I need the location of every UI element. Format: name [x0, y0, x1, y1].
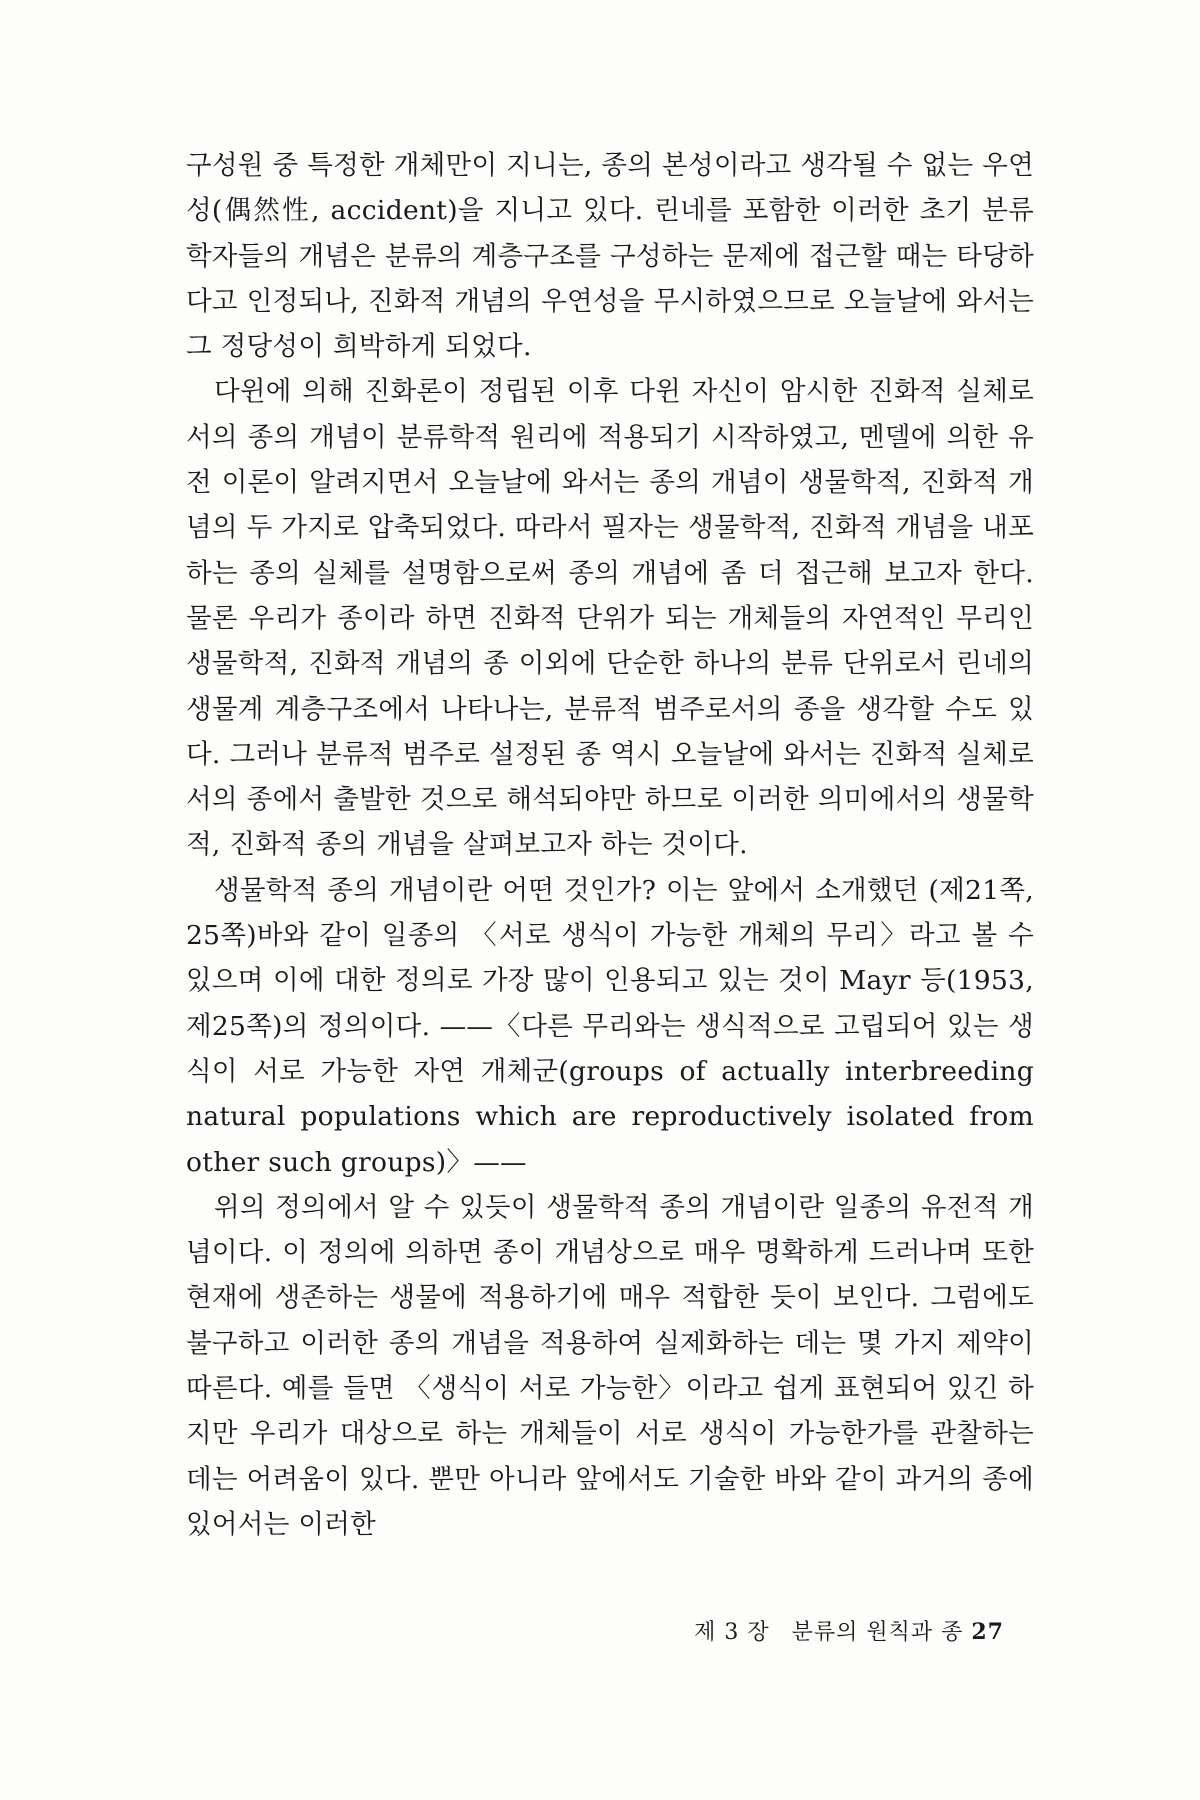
paragraph-2: 다윈에 의해 진화론이 정립된 이후 다윈 자신이 암시한 진화적 실체로서의 종의 개념이 분류학적 원리에 적용되기 시작하였고, 멘델에 의한 유전 이론이 알려지면서 오늘날에 와서는 종의 개념이 생물학적, 진화적 개념의 두 가지로 압축되었다. 따라서 필자는 생물학적, 진화적 개념을 내포하는 종의 실체를 설명함으로써 종의 개념에 좀 더 접근해 보고자 한다. 물론 우리가 종이라 하면 진화적 단위가 되는 개체들의 자연적인 무리인 생물학적, 진화적 개념의 종 이외에 단순한 하나의 분류 단위로서 린네의 생물계 계층구조에서 나타나는, 분류적 범주로서의 종을 생각할 수도 있다. 그러나 분류적 범주로 설정된 종 역시 오늘날에 와서는 진화적 실체로서의 종에서 출발한 것으로 해석되야만 하므로 이러한 의미에서의 생물학적, 진화적 종의 개념을 살펴보고자 하는 것이다.: [186, 376, 1034, 861]
page-number: 27: [971, 1619, 1004, 1645]
paragraph-4: 위의 정의에서 알 수 있듯이 생물학적 종의 개념이란 일종의 유전적 개념이다. 이 정의에 의하면 종이 개념상으로 매우 명확하게 드러나며 또한 현재에 생존하는 생물에 적용하기에 매우 적합한 듯이 보인다. 그럼에도 불구하고 이러한 종의 개념을 적용하여 실제화하는 데는 몇 가지 제약이 따른다. 예를 들면 〈생식이 서로 가능한〉이라고 쉽게 표현되어 있긴 하지만 우리가 대상으로 하는 개체들이 서로 생식이 가능한가를 관찰하는 데는 어려움이 있다. 뿐만 아니라 앞에서도 기술한 바와 같이 과거의 종에 있어서는 이러한: [186, 1191, 1034, 1540]
paragraph-3: 생물학적 종의 개념이란 어떤 것인가? 이는 앞에서 소개했던 (제21쪽, 25쪽)바와 같이 일종의 〈서로 생식이 가능한 개체의 무리〉라고 볼 수 있으며 이에 대한 정의로 가장 많이 인용되고 있는 것이 Mayr 등(1953, 제25쪽)의 정의이다. ——〈다른 무리와는 생식적으로 고립되어 있는 생식이 서로 가능한 자연 개체군(groups of actually interbreeding natural populations which are reproductively isolated from other such groups)〉——: [186, 874, 1034, 1178]
footer-title: 분류의 원칙과 종: [791, 1620, 964, 1645]
page-footer: [694, 1615, 1004, 1646]
body-text: [186, 143, 1034, 1547]
paragraph-1: 구성원 중 특정한 개체만이 지니는, 종의 본성이라고 생각될 수 없는 우연성(偶然性, accident)을 지니고 있다. 린네를 포함한 이러한 초기 분류 학자들의 개념은 분류의 계층구조를 구성하는 문제에 접근할 때는 타당하다고 인정되나, 진화적 개념의 우연성을 무시하였으므로 오늘날에 와서는 그 정당성이 희박하게 되었다.: [186, 150, 1034, 363]
footer-chapter: 제 3 장: [694, 1620, 770, 1645]
